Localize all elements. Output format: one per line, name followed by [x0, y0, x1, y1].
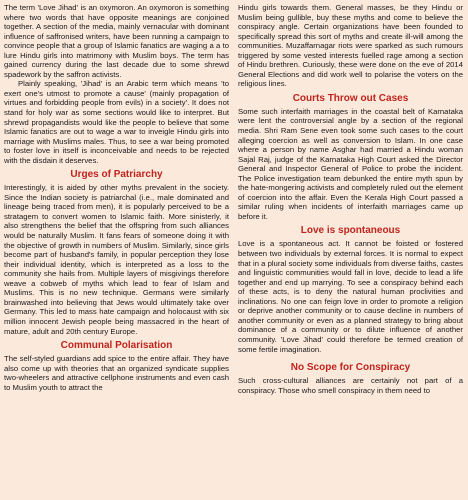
- paragraph-patriarchy: Interestingly, it is aided by other myths prevalent in the society. Since the Indian society is patriarchal (i.e., male dominated and lineage being traced from men), it is popularly perceived to be a stratagem to convert women to Islamic faith. More sinisterly, it also strengthens the belief that the offspring from such alliances would be naturally Muslim. It fans fears of someone doing it with the objective of growth in numbers of Muslim. Similarly, since girls become part of husband's family, in popular perception they lose their individual identity, which is interpreted as a loss to the community she hails from. Multiple layers of misgivings therefore weave a cobweb of myths which lead to fear of Islam and Muslims. This is no new technique. Germans were similarly brainwashed into believing that Jews would ultimately take over Germany. This led to mass hate campaign and holocaust with six million innocent Jewish people being massacred in the heart of mature, adult and 20th century Europe.: [4, 183, 229, 336]
- right-column: [238, 3, 463, 395]
- paragraph-oxymoron: The term 'Love Jihad' is an oxymoron. An oxymoron is something where two words that have opposite meanings are conjoined together. A section of the media, mainly vernacular with dominant influence of saffronised writers, have been running a campaign to convince people that a group of Islamic fanatics are waging a a to lure Hindu girls into matrimony with Muslim boys. The term has gained currency during the last decade due to some shrewd spadework by the saffron activists.: [4, 3, 229, 79]
- paragraph-guardians: The self-styled guardians add spice to the entire affair. They have also come up with theories that an organized syndicate supplies two-wheelers and attractive cellphone instruments and even cash to Muslim youth to attract the: [4, 354, 229, 392]
- heading-communal-polarisation: Communal Polarisation: [60, 340, 173, 352]
- heading-love-is-spontaneous: Love is spontaneous: [300, 225, 401, 237]
- paragraph-courts: Some such interfaith marriages in the coastal belt of Karnataka were lent the controversial angle by a section of the regional media. Shri Ram Sene even took some such cases to the court alleging coercion as well as conversion to Islam. In one case where a person by name Asghar had married a Hindu woman Sajal Raj, judge of the Karnataka High Court asked the Director General and Inspector General of Police to probe the incident. The Police investigation team debunked the entire myth spun by the hate-mongering activists and completely ruled out the element of coercion into the affair. Even the Kerala High Court passed a similar ruling when incidents of interfaith marriages came up before it.: [238, 106, 463, 221]
- heading-no-scope-for-conspiracy: No Scope for Conspiracy: [290, 362, 411, 374]
- paragraph-love: Love is a spontaneous act. It cannot be foisted or fostered between two individuals by external forces. It is normal to expect that in a plural society some individuals from diverse faiths, castes and linguistic communities would fall in love, decide to lead a life together and end up marrying. To see a conspiracy behind each of these acts, is to deny the natural human proclivities and inclinations. No one can feign love in order to promote a religion or deprive another community or to cause decline in numbers of another community or even as a planned strategy to bring about dominance of a community or to dilute influence of another community. 'Love Jihad' could therefore be termed creation of some fertile imagination.: [238, 239, 463, 354]
- article-columns: [4, 3, 464, 395]
- paragraph-jihad-meaning: Plainly speaking, 'Jihad' is an Arabic term which means 'to exert one's utmost to promote a cause' (mainly propagation of virtues and forbidding people from evils) in a society'. It does not stand for holy war as some sections would like to interpret. But shrewd propagandists would like the people to believe that some Islamic fanatics are out to wage a war to inveigle Hindu girls into marriage with Muslims males. Thus, to see a war being promoted to foster love in itself is inconceivable and needs to be rejected with the disdain it deserves.: [4, 79, 229, 165]
- paragraph-conspiracy: Such cross-cultural alliances are certainly not part of a conspiracy. Those who smell conspiracy in them need to: [238, 376, 463, 395]
- heading-courts-throw-out-cases: Courts Throw out Cases: [292, 92, 409, 104]
- heading-urges-of-patriarchy: Urges of Patriarchy: [70, 169, 163, 181]
- paragraph-hindu-girls: Hindu girls towards them. General masses, be they Hindu or Muslim being gullible, buy these myths and come to believe the conspiracy angle. Certain organizations have been founded to specifically spread this sort of myths and create ill-will among the communities. Muzaffarnagar riots were sparked as such rumours triggered by some vested interests fuelled rage among a section of Hindu brethren. Curiously, these were done on the eve of 2014 General Elections and did work well to polarise the voters on the religious lines.: [238, 3, 463, 89]
- left-column: [4, 3, 229, 395]
